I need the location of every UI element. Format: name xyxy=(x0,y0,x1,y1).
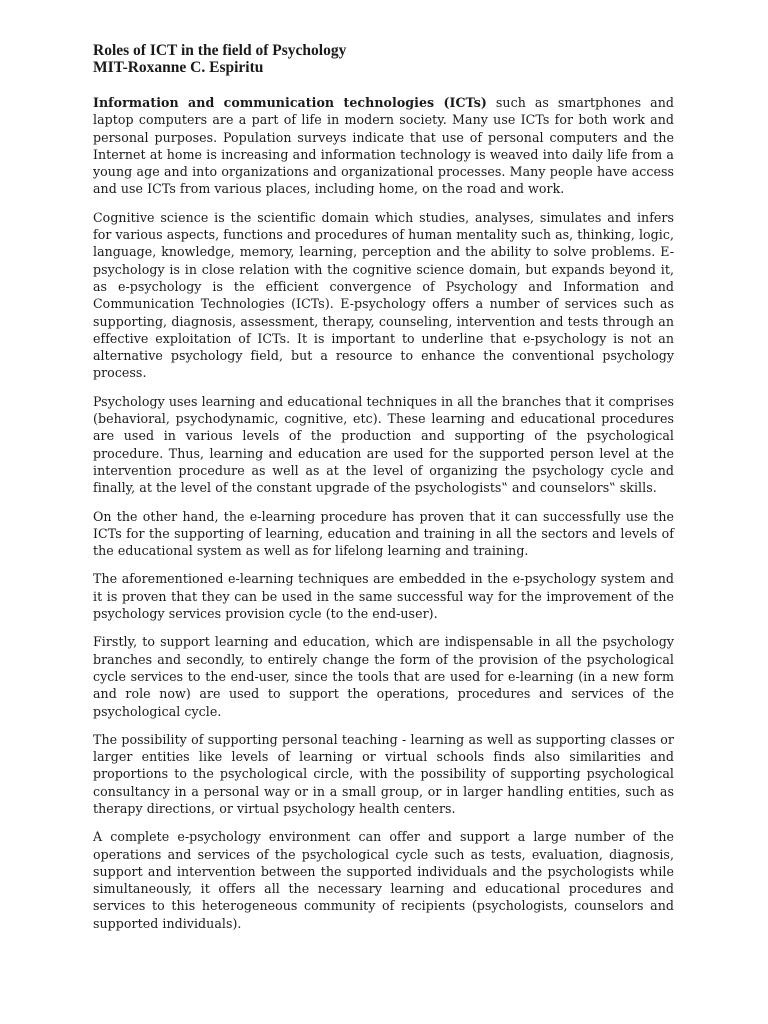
paragraph-e-learning: On the other hand, the e-learning procedure has proven that it can successfully use the ICTs for the supporting of learning, education and training in all the sectors and levels of the educational system as well as for lifelong learning and training. xyxy=(93,508,674,559)
intro-paragraph xyxy=(93,94,674,198)
document-title: Roles of ICT in the field of Psychology xyxy=(93,42,347,59)
paragraph-e-psychology-system: The aforementioned e-learning techniques are embedded in the e-psychology system and it is proven that they can be used in the same successful way for the improvement of the psychology services provision cycle (to the end-user). xyxy=(93,571,674,622)
intro-rest: such as smartphones and laptop computers are a part of life in modern society. Many use ICTs for both work and personal purposes. Population surveys indicate that use of personal computers and the Internet at home is increasing and information technology is weaved into daily life from a young age and into organizations and organizational processes. Many people have access and use ICTs from various places, including home, on the road and work. xyxy=(93,95,674,197)
document-author: MIT-Roxanne C. Espiritu xyxy=(93,59,264,76)
intro-lead: Information and communication technologies (ICTs) xyxy=(93,95,487,110)
document-page xyxy=(93,42,674,943)
paragraph-firstly: Firstly, to support learning and education, which are indispensable in all the psychology branches and secondly, to entirely change the form of the provision of the psychological cycle services to the end-user, since the tools that are used for e-learning (in a new form and role now) are used to support the operations, procedures and services of the psychological cycle. xyxy=(93,634,674,719)
paragraph-personal-teaching: The possibility of supporting personal teaching - learning as well as supporting classes or larger entities like levels of learning or virtual schools finds also similarities and proportions to the psychological circle, with the possibility of supporting psychological consultancy in a personal way or in a small group, or in larger handling entities, such as therapy directions, or virtual psychology health centers. xyxy=(93,731,674,816)
paragraph-complete-environment: A complete e-psychology environment can offer and support a large number of the operations and services of the psychological cycle such as tests, evaluation, diagnosis, support and intervention between the supported individuals and the psychologists while simultaneously, it offers all the necessary learning and educational procedures and services to this heterogeneous community of recipients (psychologists, counselors and supported individuals). xyxy=(93,829,674,931)
paragraph-cognitive-science: Cognitive science is the scientific domain which studies, analyses, simulates and infers for various aspects, functions and procedures of human mentality such as, thinking, logic, language, knowledge, memory, learning, perception and the ability to solve problems. E-psychology is in close relation with the cognitive science domain, but expands beyond it, as e-psychology is the efficient convergence of Psychology and Information and Communication Technologies (ICTs). E-psychology offers a number of services such as supporting, diagnosis, assessment, therapy, counseling, intervention and tests through an effective exploitation of ICTs. It is important to underline that e-psychology is not an alternative psychology field, but a resource to enhance the conventional psychology process. xyxy=(93,209,674,381)
paragraph-learning-techniques: Psychology uses learning and educational techniques in all the branches that it comprises (behavioral, psychodynamic, cognitive, etc). These learning and educational procedures are used in various levels of the production and supporting of the psychological procedure. Thus, learning and education are used for the supported person level at the intervention procedure as well as at the level of organizing the psychology cycle and finally, at the level of the constant upgrade of the psychologists‟ and counselors‟ skills. xyxy=(93,393,674,496)
